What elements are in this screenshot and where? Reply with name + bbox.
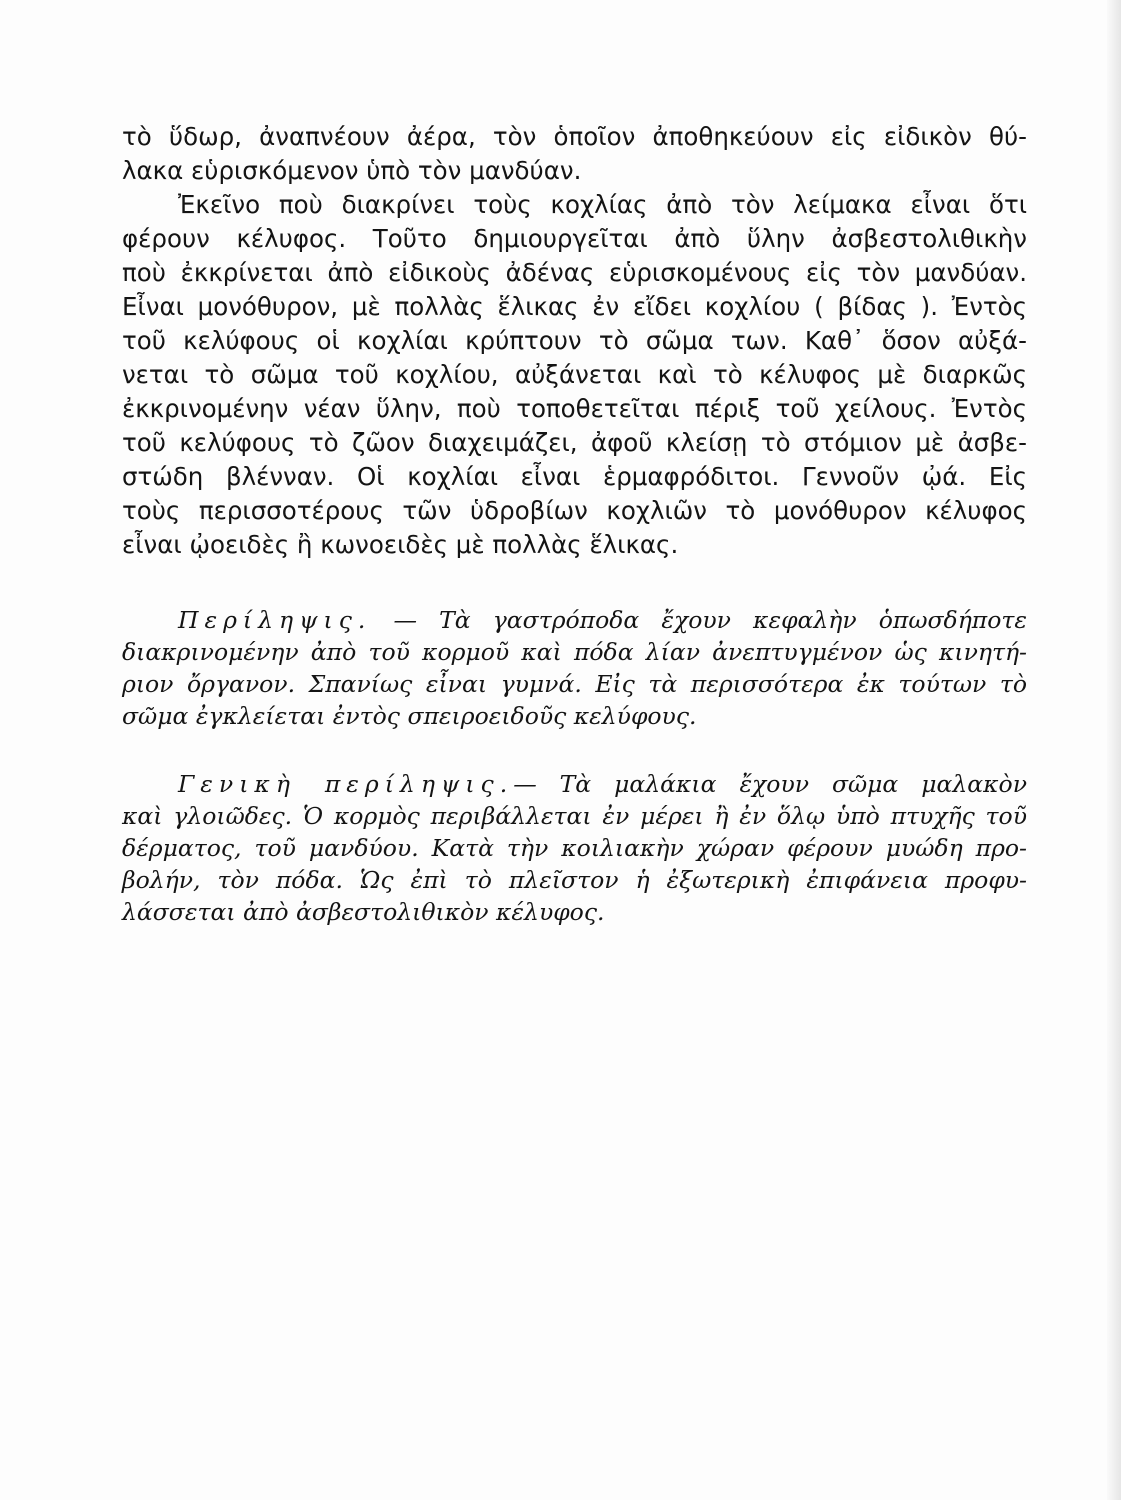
text-line: σῶμα ἐγκλείεται ἐντὸς σπειροειδοῦς κελύφους. (122, 702, 697, 730)
text-line: τοῦ κελύφους οἱ κοχλίαι κρύπτουν τὸ σῶμα των. Καθ᾽ ὅσον αὐξά- (122, 326, 1027, 355)
text-line: δέρματος, τοῦ μανδύου. Κατὰ τὴν κοιλιακὴν χώραν φέρουν μυώδη προ- (122, 834, 1027, 862)
general-summary-first-line (122, 768, 1027, 800)
general-summary-first-line-text: — Τὰ μαλάκια ἔχουν σῶμα μαλακὸν (513, 770, 1027, 798)
text-line: τοὺς περισσοτέρους τῶν ὑδροβίων κοχλιῶν τὸ μονόθυρον κέλυφος (122, 496, 1027, 525)
summary-first-line (122, 604, 1027, 636)
text-column (122, 120, 1027, 928)
summary-heading: Περίληψις. (178, 606, 372, 634)
text-line: ἐκκρινομένην νέαν ὕλην, ποὺ τοποθετεῖται πέριξ τοῦ χείλους. Ἐντὸς (122, 394, 1027, 423)
paragraph-shell (122, 188, 1027, 562)
text-line: στώδη βλένναν. Οἱ κοχλίαι εἶναι ἑρμαφρόδιτοι. Γεννοῦν ᾠά. Εἰς (122, 462, 1027, 491)
text-line: νεται τὸ σῶμα τοῦ κοχλίου, αὐξάνεται καὶ τὸ κέλυφος μὲ διαρκῶς (122, 360, 1027, 389)
summary-first-line-text: — Τὰ γαστρόποδα ἔχουν κεφαλὴν ὁπωσδήποτε (371, 606, 1027, 634)
text-line: Εἶναι μονόθυρον, μὲ πολλὰς ἕλικας ἐν εἴδει κοχλίου ( βίδας ). Ἐντὸς (122, 292, 1027, 321)
text-line: λάσσεται ἀπὸ ἀσβεστολιθικὸν κέλυφος. (122, 898, 605, 926)
general-summary-paragraph (122, 768, 1027, 928)
text-line: βολήν, τὸν πόδα. Ὡς ἐπὶ τὸ πλεῖστον ἡ ἐξωτερικὴ ἐπιφάνεια προφυ- (122, 866, 1027, 894)
text-line: ριον ὄργανον. Σπανίως εἶναι γυμνά. Εἰς τὰ περισσότερα ἐκ τούτων τὸ (122, 670, 1027, 698)
text-line: καὶ γλοιῶδες. Ὁ κορμὸς περιβάλλεται ἐν μέρει ἢ ἐν ὅλῳ ὑπὸ πτυχῆς τοῦ (122, 802, 1027, 830)
text-line: λακα εὑρισκόμενον ὑπὸ τὸν μανδύαν. (122, 156, 582, 185)
text-line: φέρουν κέλυφος. Τοῦτο δημιουργεῖται ἀπὸ ὕλην ἀσβεστολιθικὴν (122, 224, 1027, 253)
text-line: εἶναι ᾠοειδὲς ἢ κωνοειδὲς μὲ πολλὰς ἕλικας. (122, 530, 679, 559)
paragraph-continuation (122, 120, 1027, 188)
page-edge-shadow (1107, 0, 1121, 1500)
text-line: διακρινομένην ἀπὸ τοῦ κορμοῦ καὶ πόδα λίαν ἀνεπτυγμένον ὡς κινητή- (122, 638, 1027, 666)
text-line: ποὺ ἐκκρίνεται ἀπὸ εἰδικοὺς ἀδένας εὑρισκομένους εἰς τὸν μανδύαν. (122, 258, 1027, 287)
text-line: τὸ ὕδωρ, ἀναπνέουν ἀέρα, τὸν ὁποῖον ἀποθηκεύουν εἰς εἰδικὸν θύ- (122, 122, 1027, 151)
general-summary-heading: Γενικὴ περίληψις. (178, 770, 514, 798)
summary-paragraph (122, 604, 1027, 732)
text-line: τοῦ κελύφους τὸ ζῶον διαχειμάζει, ἀφοῦ κλείσῃ τὸ στόμιον μὲ ἀσβε- (122, 428, 1027, 457)
text-line: Ἐκεῖνο ποὺ διακρίνει τοὺς κοχλίας ἀπὸ τὸν λείμακα εἶναι ὅτι (178, 190, 1027, 219)
